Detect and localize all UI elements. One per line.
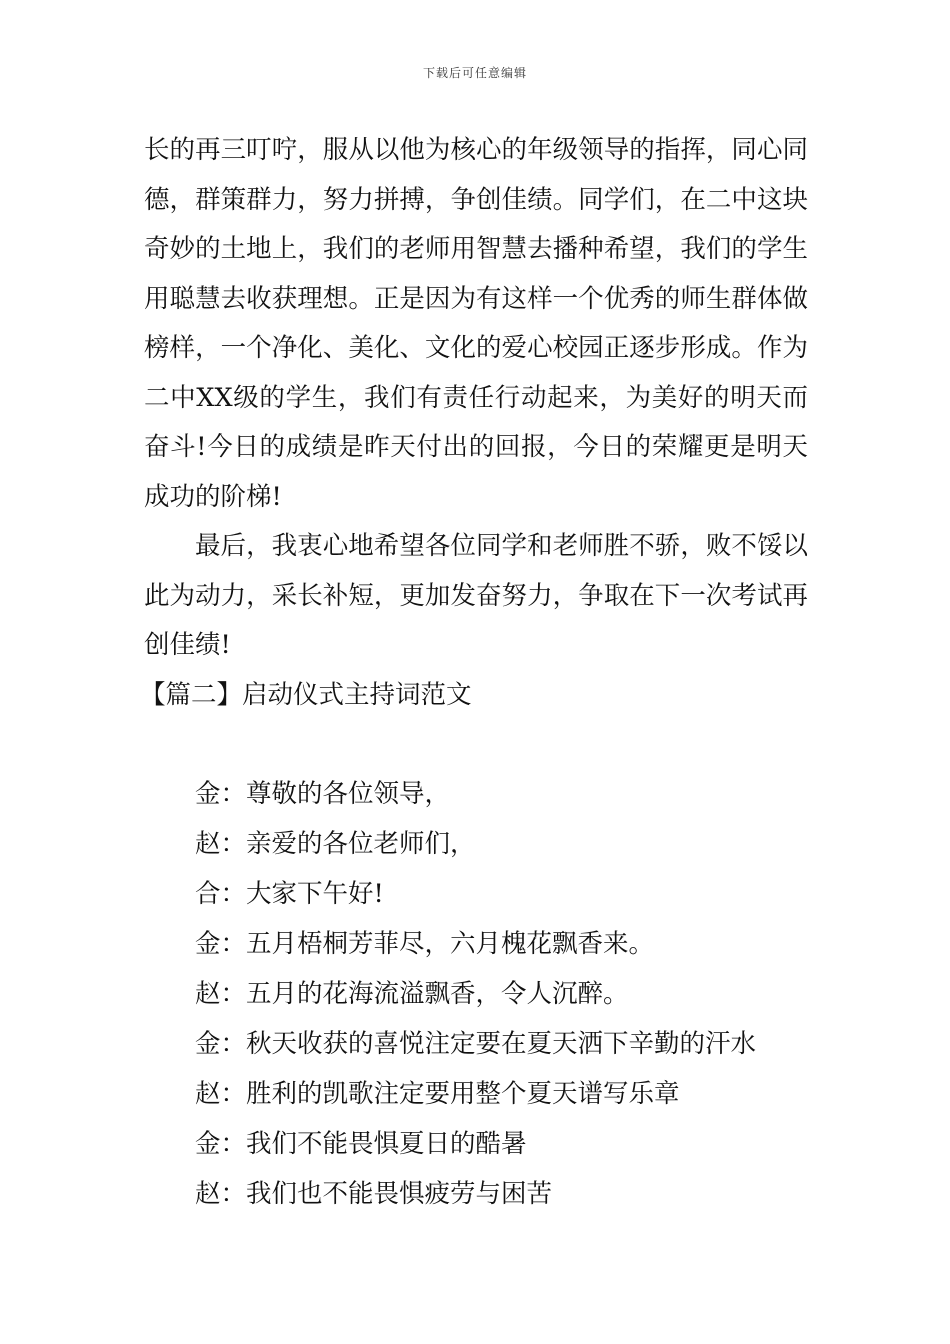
dialogue-line: 赵：五月的花海流溢飘香，令人沉醉。 [195,979,629,1009]
page-header: 下载后可任意编辑 [422,66,527,80]
dialogue-list [144,769,808,1219]
paragraph-continuation: 长的再三叮咛，服从以他为核心的年级领导的指挥，同心同德，群策群力，努力拼搏，争创佳绩。同学们，在二中这块奇妙的土地上，我们的老师用智慧去播种希望，我们的学生用聪慧去收获理想。正是因为有这样一个优秀的师生群体做榜样，一个净化、美化、文化的爱心校园正逐步形成。作为二中XX级的学生，我们有责任行动起来，为美好的明天而奋斗!今日的成绩是昨天付出的回报，今日的荣耀更是明天成功的阶梯! [144,135,808,512]
dialogue-line: 金：我们不能畏惧夏日的酷暑 [195,1129,527,1159]
dialogue-line: 赵：我们也不能畏惧疲劳与困苦 [195,1179,553,1209]
dialogue-line: 金：尊敬的各位领导， [195,779,451,809]
document-body [140,126,808,1219]
dialogue-line: 金：秋天收获的喜悦注定要在夏天洒下辛勤的汗水 [195,1029,757,1059]
dialogue-line: 合：大家下午好! [195,879,384,909]
dialogue-line: 金：五月梧桐芳菲尽，六月槐花飘香来。 [195,929,655,959]
paragraph-closing: 最后，我衷心地希望各位同学和老师胜不骄，败不馁以此为动力，采长补短，更加发奋努力，争取在下一次考试再创佳绩! [144,531,808,660]
dialogue-line: 赵：胜利的凯歌注定要用整个夏天谱写乐章 [195,1079,680,1109]
dialogue-line: 赵：亲爱的各位老师们， [195,829,476,859]
section-title: 【篇二】启动仪式主持词范文 [140,679,472,710]
